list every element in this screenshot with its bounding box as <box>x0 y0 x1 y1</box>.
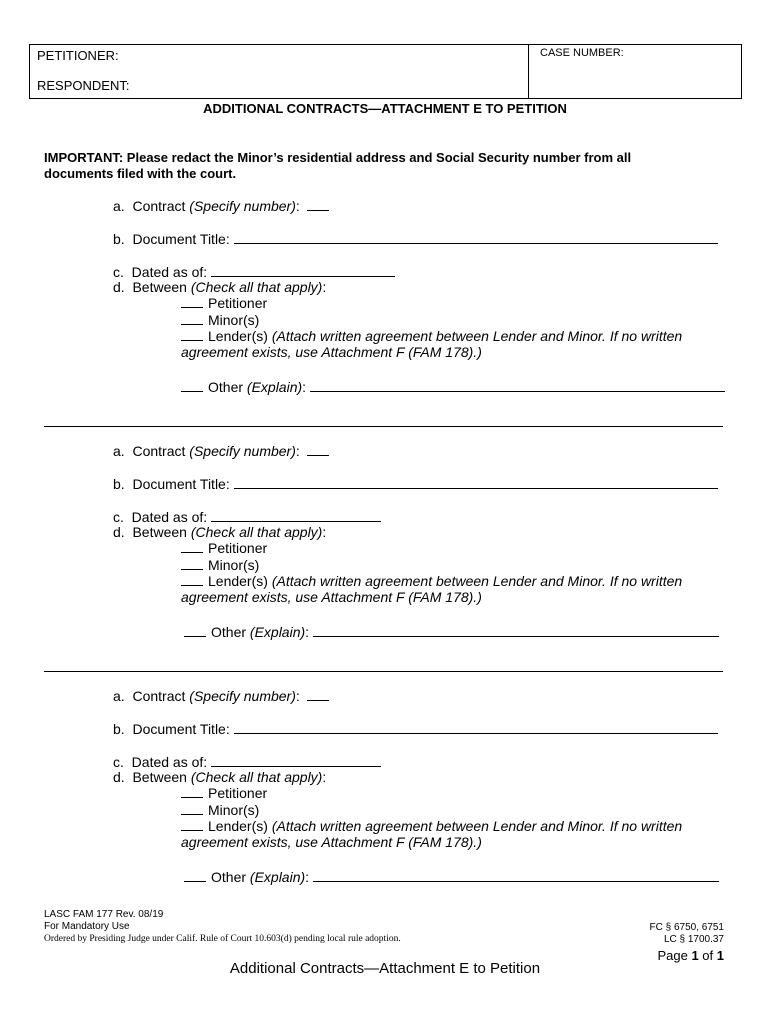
option-other <box>184 623 719 640</box>
between-label: Between <box>132 769 191 785</box>
caption-divider <box>528 44 529 99</box>
footer-left <box>44 909 401 945</box>
document-title-label: Document Title: <box>132 721 230 737</box>
dated-field[interactable] <box>211 753 381 767</box>
item-c-label: c. <box>113 509 124 525</box>
other-option-label: Other <box>211 624 247 640</box>
contract-label: Contract <box>132 198 190 214</box>
document-title-row <box>113 230 718 247</box>
page-word: Page <box>657 948 692 963</box>
lenders-checkbox[interactable] <box>181 573 203 586</box>
contract-hint: (Specify number) <box>189 688 296 704</box>
respondent-label: RESPONDENT: <box>37 78 130 93</box>
petitioner-option-label: Petitioner <box>208 785 268 801</box>
option-petitioner <box>181 295 267 311</box>
other-explain-field[interactable] <box>313 868 719 882</box>
option-other <box>181 378 725 395</box>
contract-hint: (Specify number) <box>189 443 296 459</box>
between-label: Between <box>132 524 191 540</box>
page-of: of <box>698 948 717 963</box>
colon: : <box>295 198 300 214</box>
minors-checkbox[interactable] <box>181 802 203 815</box>
lender-note-line-2: agreement exists, use Attachment F (FAM 178).) <box>181 344 482 360</box>
lender-note-line-1: (Attach written agreement between Lender and Minor. If no written <box>271 818 683 834</box>
item-b-label: b. <box>113 721 125 737</box>
lender-note-line-2: agreement exists, use Attachment F (FAM 178).) <box>181 589 482 605</box>
important-notice: IMPORTANT: Please redact the Minor’s residential address and Social Security number from all documents filed with the court. <box>44 150 632 181</box>
dated-label: Dated as of: <box>131 509 208 525</box>
dated-label: Dated as of: <box>131 754 208 770</box>
contract-number-row <box>113 688 334 704</box>
colon: : <box>302 379 307 395</box>
petitioner-option-label: Petitioner <box>208 295 268 311</box>
other-explain-field[interactable] <box>313 623 719 637</box>
minors-option-label: Minor(s) <box>208 557 260 573</box>
contract-number-field[interactable] <box>307 443 329 456</box>
other-hint: (Explain) <box>249 624 306 640</box>
option-lenders <box>181 328 682 344</box>
item-d-label: d. <box>113 524 125 540</box>
document-title-field[interactable] <box>234 475 718 489</box>
other-hint: (Explain) <box>246 379 303 395</box>
document-title-field[interactable] <box>234 720 718 734</box>
caption-box <box>29 44 742 99</box>
option-petitioner <box>181 785 267 801</box>
minors-option-label: Minor(s) <box>208 312 260 328</box>
colon: : <box>322 524 327 540</box>
between-label: Between <box>132 279 191 295</box>
lc-reference: LC § 1700.37 <box>663 934 724 945</box>
option-minors <box>181 312 259 328</box>
minors-checkbox[interactable] <box>181 312 203 325</box>
between-row <box>113 769 326 785</box>
document-title-row <box>113 720 718 737</box>
lenders-option-label: Lender(s) <box>208 328 268 344</box>
lender-note-line-1: (Attach written agreement between Lender and Minor. If no written <box>271 573 683 589</box>
item-c-label: c. <box>113 754 124 770</box>
lenders-checkbox[interactable] <box>181 328 203 341</box>
contract-number-field[interactable] <box>307 198 329 211</box>
section-divider <box>44 426 723 427</box>
between-row <box>113 524 326 540</box>
dated-label: Dated as of: <box>131 264 208 280</box>
colon: : <box>305 869 310 885</box>
contract-number-row <box>113 198 334 214</box>
petitioner-checkbox[interactable] <box>181 540 203 553</box>
document-title-field[interactable] <box>234 230 718 244</box>
dated-row <box>113 753 381 770</box>
case-number-label: CASE NUMBER: <box>540 47 624 59</box>
footer-title: Additional Contracts—Attachment E to Petition <box>229 960 541 977</box>
colon: : <box>322 769 327 785</box>
item-d-label: d. <box>113 279 125 295</box>
contract-hint: (Specify number) <box>189 198 296 214</box>
dated-row <box>113 263 395 280</box>
item-d-label: d. <box>113 769 125 785</box>
item-a-label: a. <box>113 688 125 704</box>
lenders-option-label: Lender(s) <box>208 573 268 589</box>
colon: : <box>322 279 327 295</box>
option-other <box>184 868 719 885</box>
lenders-checkbox[interactable] <box>181 818 203 831</box>
other-checkbox[interactable] <box>181 379 203 392</box>
fc-reference: FC § 6750, 6751 <box>649 922 724 933</box>
item-a-label: a. <box>113 443 125 459</box>
form-id: LASC FAM 177 Rev. 08/19 <box>44 909 164 920</box>
option-petitioner <box>181 540 267 556</box>
mandatory-use: For Mandatory Use <box>44 921 130 932</box>
between-hint: (Check all that apply) <box>190 769 323 785</box>
lenders-option-label: Lender(s) <box>208 818 268 834</box>
dated-row <box>113 508 381 525</box>
item-a-label: a. <box>113 198 125 214</box>
item-b-label: b. <box>113 476 125 492</box>
other-option-label: Other <box>211 869 247 885</box>
dated-field[interactable] <box>211 508 381 522</box>
item-c-label: c. <box>113 264 124 280</box>
petitioner-checkbox[interactable] <box>181 785 203 798</box>
minors-checkbox[interactable] <box>181 557 203 570</box>
other-checkbox[interactable] <box>184 869 206 882</box>
option-minors <box>181 802 259 818</box>
section-divider <box>44 671 723 672</box>
lender-note-line-2: agreement exists, use Attachment F (FAM 178).) <box>181 834 482 850</box>
contract-label: Contract <box>132 688 190 704</box>
document-title-row <box>113 475 718 492</box>
page-number: 1 <box>691 948 699 963</box>
petitioner-option-label: Petitioner <box>208 540 268 556</box>
page-total: 1 <box>716 948 724 963</box>
colon: : <box>305 624 310 640</box>
other-explain-field[interactable] <box>310 378 725 392</box>
other-hint: (Explain) <box>249 869 306 885</box>
document-title-label: Document Title: <box>132 231 230 247</box>
other-option-label: Other <box>208 379 244 395</box>
colon: : <box>295 688 300 704</box>
page-title: ADDITIONAL CONTRACTS—ATTACHMENT E TO PETITION <box>203 101 567 116</box>
footer-right <box>650 922 725 946</box>
option-lenders <box>181 573 682 589</box>
document-title-label: Document Title: <box>132 476 230 492</box>
dated-field[interactable] <box>211 263 395 277</box>
lender-note-line-1: (Attach written agreement between Lender and Minor. If no written <box>271 328 683 344</box>
ordered-by: Ordered by Presiding Judge under Calif. Rule of Court 10.603(d) pending local rule adoption. <box>44 934 401 944</box>
contract-number-field[interactable] <box>307 688 329 701</box>
colon: : <box>295 443 300 459</box>
option-lenders <box>181 818 682 834</box>
other-checkbox[interactable] <box>184 624 206 637</box>
between-row <box>113 279 326 295</box>
petitioner-label: PETITIONER: <box>37 48 119 63</box>
contract-number-row <box>113 443 334 459</box>
option-minors <box>181 557 259 573</box>
minors-option-label: Minor(s) <box>208 802 260 818</box>
item-b-label: b. <box>113 231 125 247</box>
petitioner-checkbox[interactable] <box>181 295 203 308</box>
between-hint: (Check all that apply) <box>190 279 323 295</box>
between-hint: (Check all that apply) <box>190 524 323 540</box>
contract-label: Contract <box>132 443 190 459</box>
